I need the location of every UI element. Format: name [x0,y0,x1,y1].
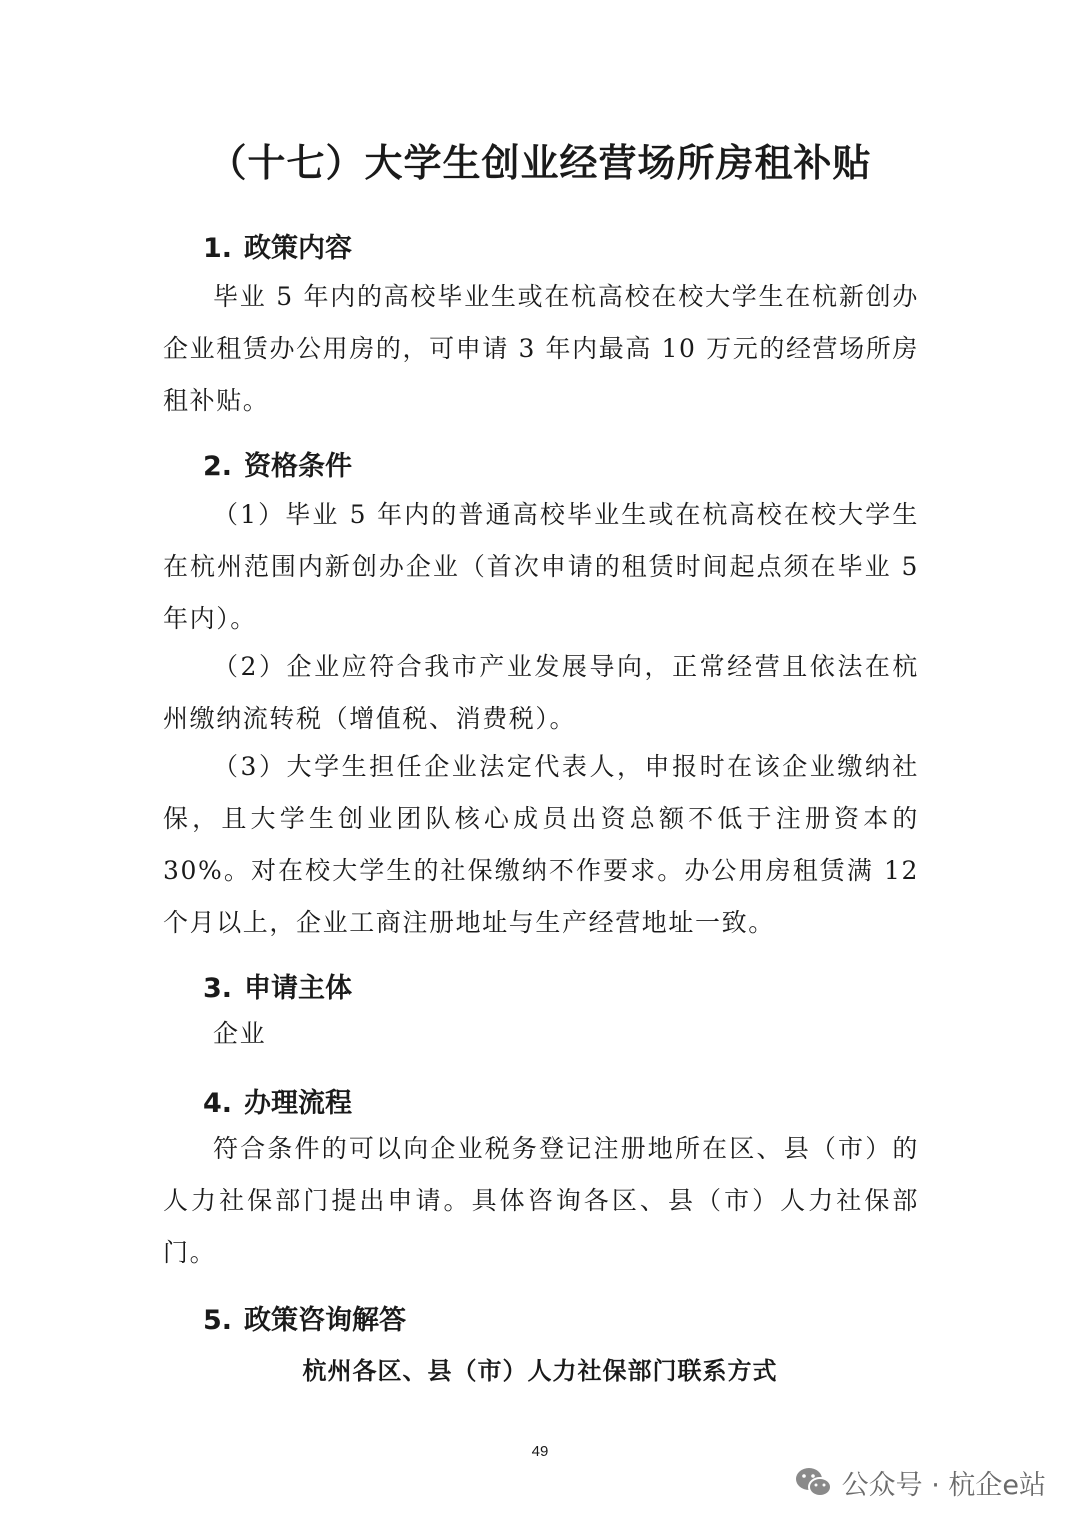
section-3-paragraph-1: 企业 [213,1019,267,1048]
section-number: 1. [203,233,233,264]
section-title: 资格条件 [244,451,353,482]
section-heading-3 [203,966,352,1005]
section-title: 政策咨询解答 [244,1305,407,1336]
watermark [794,1463,1046,1502]
section-title: 办理流程 [244,1088,353,1119]
section-2-paragraph-3: （3）大学生担任企业法定代表人，申报时在该企业缴纳社保，且大学生创业团队核心成员出资总额不低于注册资本的 30%。对在校大学生的社保缴纳不作要求。办公用房租赁满 12 个月以上，企业工商注册地址与生产经营地址一致。 [163,752,919,937]
section-heading-1 [203,226,352,265]
section-2-paragraph-1: （1）毕业 5 年内的普通高校毕业生或在杭高校在校大学生在杭州范围内新创办企业（首次申请的租赁时间起点须在毕业 5 年内）。 [163,500,919,633]
page-number: 49 [531,1443,549,1460]
section-heading-5 [203,1298,406,1337]
section-title: 申请主体 [244,973,353,1004]
table-caption: 杭州各区、县（市）人力社保部门联系方式 [302,1357,778,1385]
watermark-text: 公众号 · 杭企e站 [841,1470,1046,1501]
section-4-paragraph-1: 符合条件的可以向企业税务登记注册地所在区、县（市）的人力社保部门提出申请。具体咨询各区、县（市）人力社保部门。 [163,1134,919,1267]
section-title: 政策内容 [244,233,353,264]
section-number: 5. [203,1305,233,1336]
wechat-icon [794,1466,834,1500]
section-2-paragraph-2: （2）企业应符合我市产业发展导向，正常经营且依法在杭州缴纳流转税（增值税、消费税）。 [163,652,919,733]
section-heading-2 [203,444,352,483]
section-heading-4 [203,1081,352,1120]
section-number: 3. [203,973,233,1004]
section-number: 4. [203,1088,233,1119]
section-1-paragraph-1: 毕业 5 年内的高校毕业生或在杭高校在校大学生在杭新创办企业租赁办公用房的，可申请 3 年内最高 10 万元的经营场所房租补贴。 [163,282,919,415]
section-number: 2. [203,451,233,482]
page-title: （十七）大学生创业经营场所房租补贴 [208,141,872,185]
